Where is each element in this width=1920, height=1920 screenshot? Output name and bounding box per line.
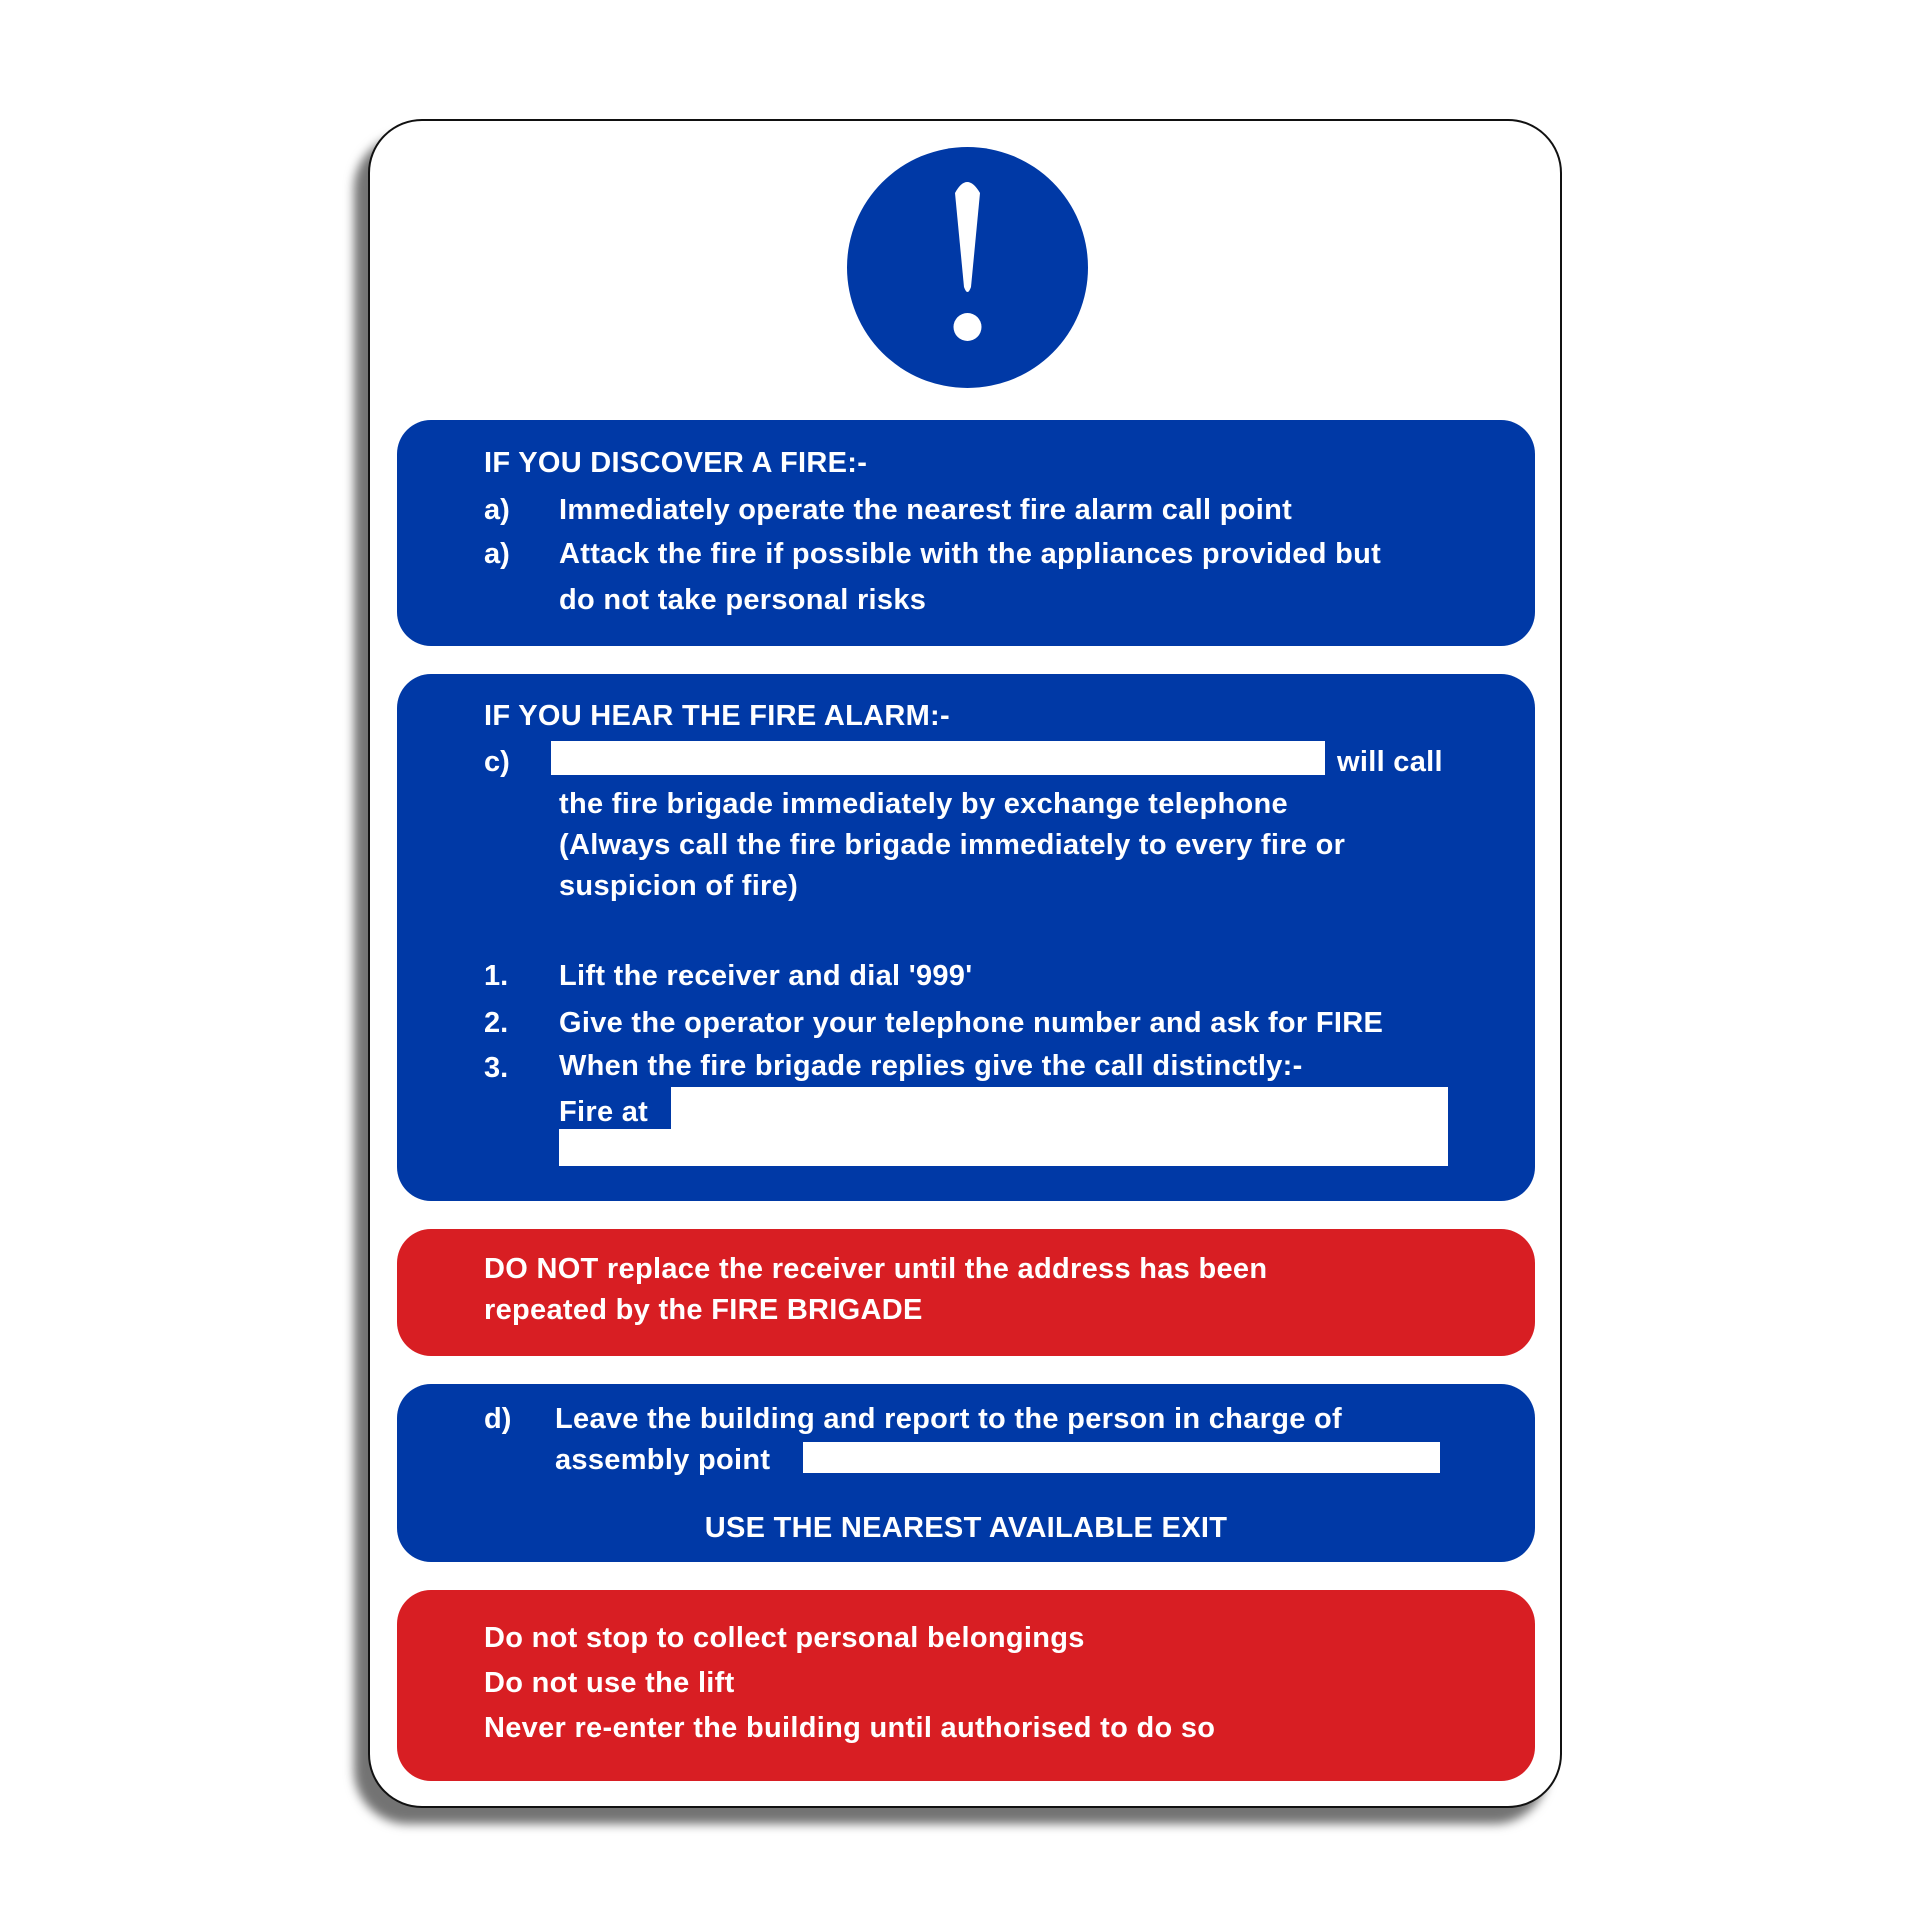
leave-line1: Leave the building and report to the person in charge of [555,1403,1342,1435]
item-label-c: c) [484,746,510,778]
item-label-d: d) [484,1403,512,1435]
address-blank-bottom[interactable] [559,1129,1448,1166]
leave-line2: assembly point [555,1444,771,1476]
fire-at-label: Fire at [559,1096,649,1128]
exclamation-mandatory-icon [847,147,1088,388]
warning-conduct-panel [397,1590,1535,1781]
warning-conduct-line1: Do not stop to collect personal belongings [484,1622,1085,1654]
step-text-1: Lift the receiver and dial '999' [559,960,973,992]
discover-item-a2-line2: do not take personal risks [559,584,927,616]
warning-receiver-line1: DO NOT replace the receiver until the address has been [484,1253,1268,1285]
address-blank-top[interactable] [671,1087,1448,1129]
discover-heading: IF YOU DISCOVER A FIRE:- [484,447,868,479]
step-number-1: 1. [484,960,509,992]
step-number-2: 2. [484,1007,509,1039]
item-label-a2: a) [484,538,510,570]
step-number-3: 3. [484,1052,509,1084]
alarm-item-c-line4: suspicion of fire) [559,870,799,902]
fire-action-sign [368,119,1562,1808]
warning-conduct-line3: Never re-enter the building until authorised to do so [484,1712,1216,1744]
will-call-text: will call [1337,746,1443,778]
warning-receiver-panel [397,1229,1535,1356]
assembly-point-blank[interactable] [803,1442,1440,1473]
item-label-a1: a) [484,494,510,526]
discover-item-a1: Immediately operate the nearest fire alarm call point [559,494,1293,526]
alarm-heading: IF YOU HEAR THE FIRE ALARM:- [484,700,950,732]
discover-item-a2-line1: Attack the fire if possible with the appliances provided but [559,538,1382,570]
nearest-exit-text: USE THE NEAREST AVAILABLE EXIT [704,1512,1228,1544]
step-text-2: Give the operator your telephone number and ask for FIRE [559,1007,1384,1039]
leave-panel [397,1384,1535,1562]
discover-panel [397,420,1535,646]
alarm-panel [397,674,1535,1201]
warning-conduct-line2: Do not use the lift [484,1667,735,1699]
responsible-person-blank[interactable] [551,741,1325,775]
warning-receiver-line2: repeated by the FIRE BRIGADE [484,1294,923,1326]
alarm-item-c-line2: the fire brigade immediately by exchange telephone [559,788,1288,820]
step-text-3: When the fire brigade replies give the call distinctly:- [559,1050,1303,1082]
alarm-item-c-line3: (Always call the fire brigade immediately to every fire or [559,829,1346,861]
